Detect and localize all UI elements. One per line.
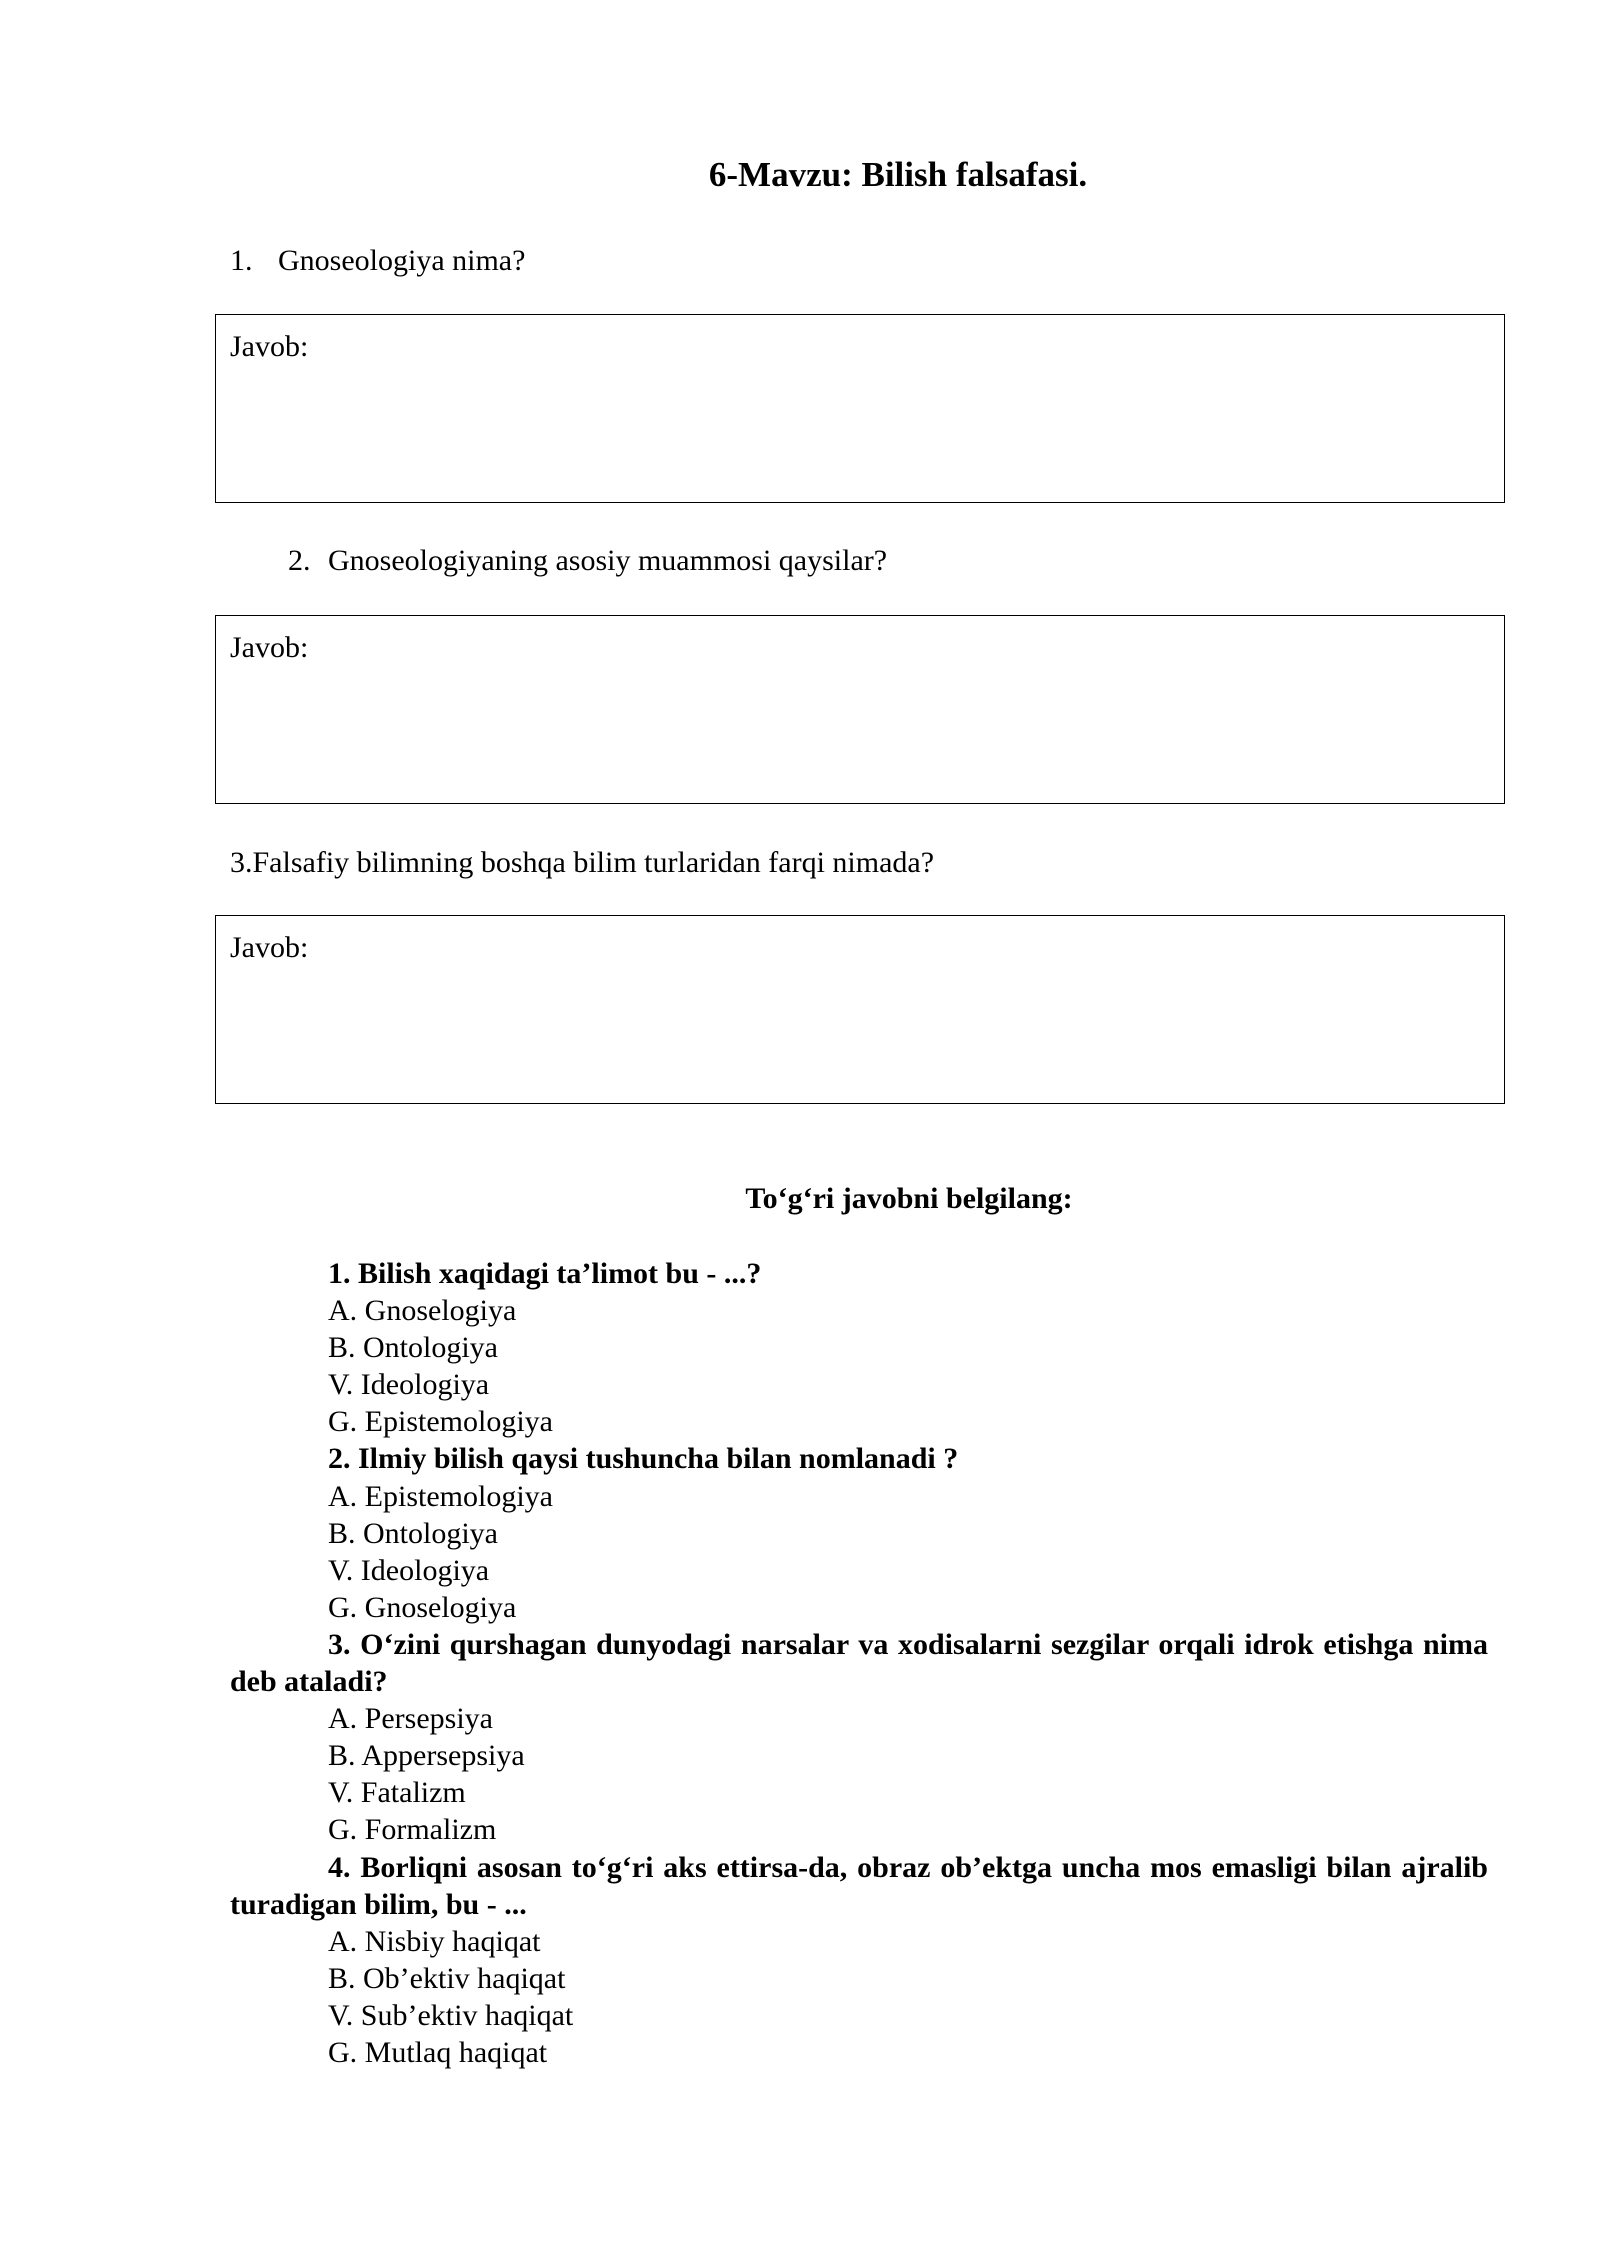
open-question-1 [230, 242, 525, 280]
quiz-option: A. Nisbiy haqiqat [328, 1924, 541, 1958]
quiz-option: G. Formalizm [328, 1813, 497, 1847]
quiz-option: V. Sub’ektiv haqiqat [328, 1998, 574, 2032]
quiz-option: G. Mutlaq haqiqat [328, 2035, 548, 2069]
quiz-item-4 [230, 1849, 1488, 2072]
page-title: 6-Mavzu: Bilish falsafasi. [708, 155, 1088, 194]
quiz-item-3 [230, 1626, 1488, 1849]
quiz-option: B. Ontologiya [328, 1331, 498, 1365]
question-text: Gnoseologiyaning asosiy muammosi qaysilar? [328, 544, 888, 577]
quiz-option: G. Gnoselogiya [328, 1590, 517, 1624]
answer-label: Javob: [230, 931, 309, 964]
quiz-item-1 [230, 1255, 1488, 1440]
quiz-list [230, 1255, 1488, 2071]
open-question-2 [288, 542, 887, 580]
quiz-option: B. Ontologiya [328, 1516, 498, 1550]
quiz-question: 4. Borliqni asosan to‘g‘ri aks ettirsa-da, obraz ob’ektga uncha mos emasligi bilan ajralib turadigan bilim, bu - ... [230, 1850, 1488, 1921]
question-text: Falsafiy bilimning boshqa bilim turlaridan farqi nimada? [252, 846, 935, 879]
quiz-option: A. Persepsiya [328, 1702, 493, 1736]
answer-box-1[interactable] [215, 314, 1505, 503]
quiz-option: A. Epistemologiya [328, 1479, 553, 1513]
quiz-question: 3. O‘zini qurshagan dunyodagi narsalar va xodisalarni sezgilar orqali idrok etishga nima deb ataladi? [230, 1627, 1488, 1699]
answer-label: Javob: [230, 330, 309, 363]
quiz-option: B. Appersepsiya [328, 1739, 525, 1773]
answer-label: Javob: [230, 631, 309, 664]
question-text: Gnoseologiya nima? [278, 244, 526, 277]
quiz-option: B. Ob’ektiv haqiqat [328, 1961, 566, 1995]
quiz-option: G. Epistemologiya [328, 1405, 553, 1439]
quiz-question: 1. Bilish xaqidagi ta’limot bu - ...? [328, 1257, 762, 1290]
quiz-heading: To‘g‘ri javobni belgilang: [745, 1182, 1073, 1215]
quiz-question: 2. Ilmiy bilish qaysi tushuncha bilan nomlanadi ? [328, 1442, 959, 1476]
question-number: 3. [230, 846, 253, 879]
quiz-option: V. Ideologiya [328, 1368, 490, 1402]
question-number: 1. [230, 244, 253, 277]
answer-box-3[interactable] [215, 915, 1505, 1104]
question-number: 2. [288, 544, 311, 577]
quiz-item-2 [230, 1440, 1488, 1625]
quiz-option: A. Gnoselogiya [328, 1294, 517, 1328]
open-question-3 [230, 844, 934, 882]
answer-box-2[interactable] [215, 615, 1505, 804]
quiz-option: V. Ideologiya [328, 1553, 490, 1587]
quiz-option: V. Fatalizm [328, 1776, 466, 1810]
